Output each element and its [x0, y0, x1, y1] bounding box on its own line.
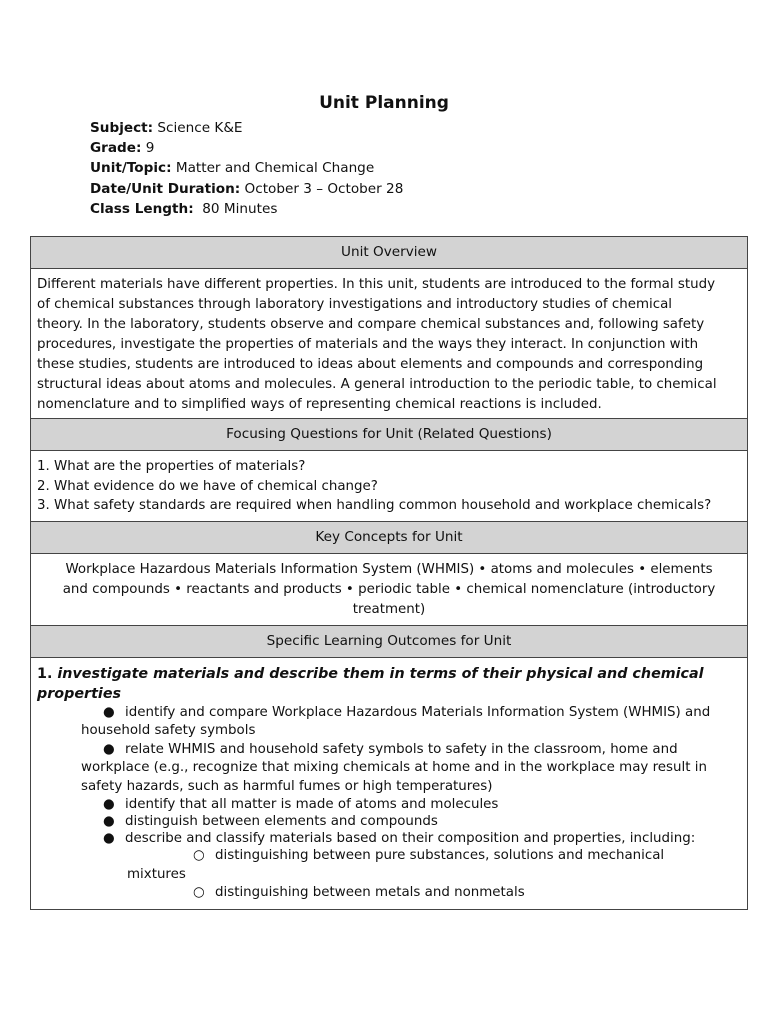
topic-value: Matter and Chemical Change: [171, 160, 375, 177]
concepts-line: and compounds • reactants and products • periodic table • chemical nomenclature (introductory: [62, 581, 716, 597]
class-length-label: Class Length:: [90, 200, 194, 217]
outcome-subitem: [37, 884, 741, 903]
outcome-heading: [37, 664, 741, 684]
outcomes-header: Specific Learning Outcomes for Unit: [31, 626, 747, 658]
duration-row: [90, 179, 403, 199]
class-length-value: 80 Minutes: [193, 200, 278, 217]
outcome-bullet-cont: safety hazards, such as harmful fumes or high temperatures): [81, 778, 493, 794]
outcome-heading-text: investigate materials and describe them in terms of their physical and chemical: [52, 665, 704, 682]
bullet-icon: ●: [103, 831, 115, 846]
bullet-icon: ●: [103, 704, 115, 720]
outcome-bullet: [37, 796, 741, 813]
overview-line: Different materials have different properties. In this unit, students are introduced to the formal study: [37, 277, 715, 292]
outcome-bullet: [37, 830, 741, 847]
bullet-text: distinguish between elements and compounds: [125, 814, 438, 829]
overview-line: theory. In the laboratory, students observe and compare chemical substances and, following safety: [37, 317, 705, 332]
bullet-text: identify and compare Workplace Hazardous Materials Information System (WHMIS) and: [125, 704, 711, 720]
question-item: 2. What evidence do we have of chemical change?: [37, 478, 378, 494]
topic-label: Unit/Topic:: [90, 160, 172, 177]
concepts-body: [31, 554, 747, 626]
class-length-row: [90, 199, 403, 219]
page-title: Unit Planning: [319, 93, 449, 113]
subject-value: Science K&E: [153, 120, 243, 136]
overview-line: structural ideas about atoms and molecules. A general introduction to the periodic table, to chemical: [37, 377, 717, 392]
bullet-text: identify that all matter is made of atoms and molecules: [125, 797, 499, 812]
question-item: 1. What are the properties of materials?: [37, 459, 306, 474]
overview-line: of chemical substances through laboratory investigations and introductory studies of chemical: [37, 297, 673, 312]
unit-meta: [90, 118, 403, 219]
bullet-text: relate WHMIS and household safety symbols to safety in the classroom, home and: [125, 741, 678, 757]
unit-plan-table: [30, 236, 748, 910]
overview-line: these studies, students are introduced to ideas about elements and compounds and corresponding: [37, 357, 704, 372]
topic-row: [90, 158, 403, 178]
overview-line: procedures, investigate the properties of materials and the ways they interact. In conjunction with: [37, 337, 699, 352]
questions-body: [31, 451, 747, 522]
overview-header: Unit Overview: [31, 237, 747, 269]
outcome-subitem: [37, 847, 741, 866]
outcome-bullet: [37, 704, 741, 723]
outcome-bullet: [37, 813, 741, 830]
circle-bullet-icon: ○: [193, 848, 205, 863]
outcomes-body: [31, 658, 747, 909]
subitem-text: distinguishing between metals and nonmetals: [215, 885, 525, 900]
grade-value: 9: [141, 140, 155, 157]
concepts-line: treatment): [352, 601, 426, 617]
subitem-text: distinguishing between pure substances, solutions and mechanical: [215, 848, 665, 863]
duration-value: October 3 – October 28: [240, 180, 404, 197]
outcome-heading-cont: properties: [37, 685, 122, 702]
outcome-bullet-cont: workplace (e.g., recognize that mixing chemicals at home and in the workplace may result in: [81, 760, 707, 775]
circle-bullet-icon: ○: [193, 885, 205, 900]
bullet-icon: ●: [103, 814, 115, 829]
subject-row: [90, 118, 403, 138]
questions-header: Focusing Questions for Unit (Related Questions): [31, 419, 747, 451]
outcome-number: 1.: [37, 665, 53, 682]
question-item: 3. What safety standards are required when handling common household and workplace chemicals?: [37, 498, 712, 513]
bullet-icon: ●: [103, 797, 115, 812]
outcome-bullet: [37, 741, 741, 760]
outcome-subitem-cont: mixtures: [127, 866, 186, 882]
bullet-text: describe and classify materials based on their composition and properties, including:: [125, 831, 696, 846]
overview-line: nomenclature and to simplified ways of representing chemical reactions is included.: [37, 397, 602, 412]
subject-label: Subject:: [90, 120, 154, 136]
grade-label: Grade:: [90, 140, 142, 157]
duration-label: Date/Unit Duration:: [90, 180, 241, 197]
concepts-line: Workplace Hazardous Materials Information System (WHMIS) • atoms and molecules • elements: [65, 561, 713, 577]
bullet-icon: ●: [103, 741, 115, 757]
concepts-header: Key Concepts for Unit: [31, 522, 747, 554]
overview-body: [31, 269, 747, 419]
grade-row: [90, 138, 403, 158]
outcome-bullet-cont: household safety symbols: [81, 723, 256, 738]
